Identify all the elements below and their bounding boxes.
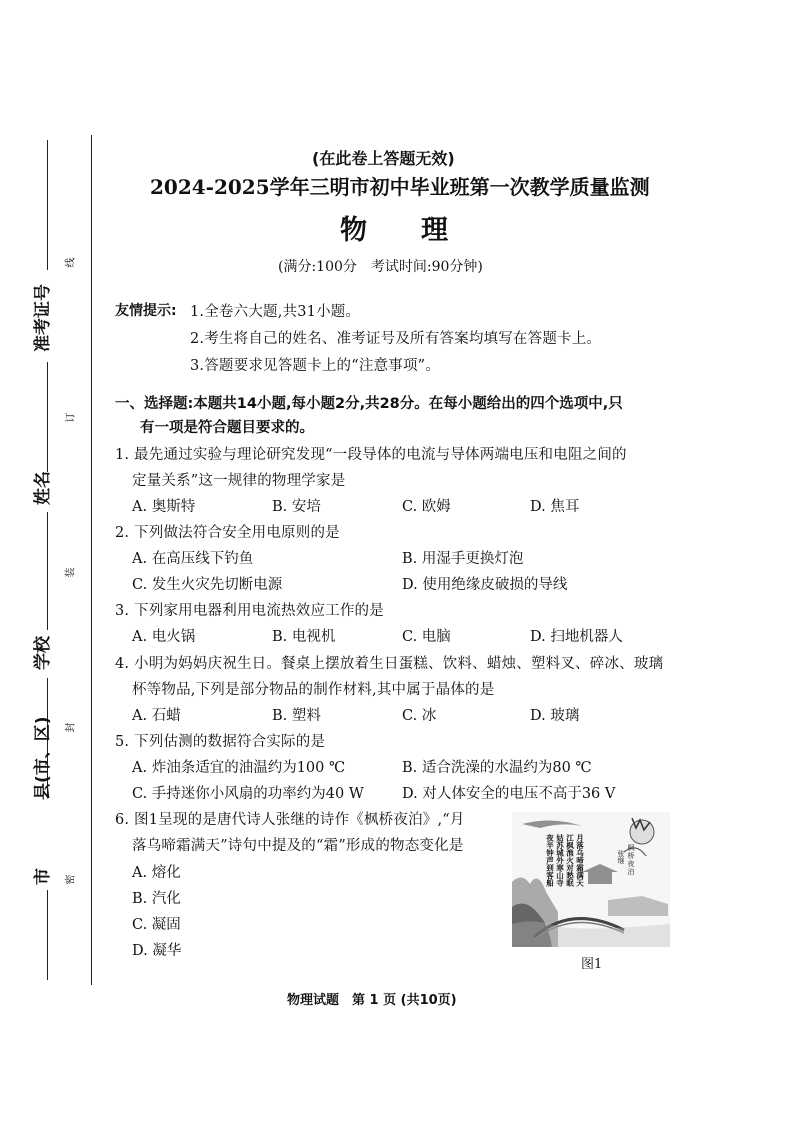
question-5-stem: 5. 下列估测的数据符合实际的是 (115, 734, 326, 750)
school-blank[interactable] (47, 512, 48, 630)
seal-char-mount: 装 (65, 567, 77, 578)
tip-item: 3.答题要求见答题卡上的“注意事项”。 (190, 358, 440, 374)
q6-option-c: C. 凝固 (132, 917, 181, 933)
admission-number-label: 准考证号 (33, 284, 53, 352)
seal-char-secret: 密 (65, 874, 77, 885)
painting-author: 张继 (617, 850, 625, 864)
exam-title: 2024-2025学年三明市初中毕业班第一次教学质量监测 (150, 175, 650, 199)
question-3-stem: 3. 下列家用电器利用电流热效应工作的是 (115, 603, 384, 619)
q5-option-d: D. 对人体安全的电压不高于36 V (402, 786, 616, 802)
q3-option-c: C. 电脑 (402, 629, 451, 645)
seal-char-seal: 封 (65, 722, 77, 733)
tips-label: 友情提示: (115, 303, 177, 319)
q5-option-a: A. 炸油条适宜的油温约为100 ℃ (132, 760, 346, 776)
binding-line (91, 135, 92, 985)
section-heading-cont: 有一项是符合题目要求的。 (140, 420, 314, 436)
tip-item: 1.全卷六大题,共31小题。 (190, 304, 361, 320)
admission-number-blank[interactable] (47, 140, 48, 270)
painting-title: 枫桥夜泊 (627, 844, 635, 876)
poem-column: 姑苏城外寒山寺 (555, 834, 565, 887)
q3-option-a: A. 电火锅 (132, 629, 196, 645)
tip-item: 2.考生将自己的姓名、准考证号及所有答案均填写在答题卡上。 (190, 331, 602, 347)
name-label: 姓名 (33, 471, 53, 505)
q1-option-c: C. 欧姆 (402, 499, 451, 515)
page-footer: 物理试题 第 1 页 (共10页) (287, 993, 457, 1008)
subject-title: 物 理 (340, 215, 448, 246)
county-label: 县(市、区) (33, 716, 53, 800)
q6-option-a: A. 熔化 (132, 865, 181, 881)
q1-option-d: D. 焦耳 (530, 499, 580, 515)
school-label: 学校 (33, 636, 53, 670)
q2-option-a: A. 在高压线下钓鱼 (132, 551, 254, 567)
q3-option-b: B. 电视机 (272, 629, 336, 645)
q4-option-b: B. 塑料 (272, 708, 321, 724)
section-heading: 一、选择题:本题共14小题,每小题2分,共28分。在每小题给出的四个选项中,只 (115, 396, 623, 412)
city-blank[interactable] (47, 890, 48, 980)
seal-char-bind: 订 (65, 412, 77, 423)
figure-1-caption: 图1 (581, 957, 603, 972)
q6-option-d: D. 凝华 (132, 943, 182, 959)
question-2-stem: 2. 下列做法符合安全用电原则的是 (115, 525, 340, 541)
q5-option-c: C. 手持迷你小风扇的功率约为40 W (132, 786, 364, 802)
q4-option-d: D. 玻璃 (530, 708, 580, 724)
question-1-stem-cont: 定量关系”这一规律的物理学家是 (132, 473, 346, 489)
seal-char-line: 线 (65, 257, 77, 268)
q5-option-b: B. 适合洗澡的水温约为80 ℃ (402, 760, 592, 776)
exam-meta: (满分:100分 考试时间:90分钟) (278, 259, 483, 275)
invalid-notice: (在此卷上答题无效) (312, 149, 455, 168)
poem-column: 江枫渔火对愁眠 (565, 834, 575, 887)
question-6-stem-cont: 落乌啼霜满天”诗句中提及的“霜”形成的物态变化是 (132, 838, 464, 854)
q1-option-a: A. 奥斯特 (132, 499, 196, 515)
q3-option-d: D. 扫地机器人 (530, 629, 623, 645)
name-blank[interactable] (47, 362, 48, 472)
question-4-stem: 4. 小明为妈妈庆祝生日。餐桌上摆放着生日蛋糕、饮料、蜡烛、塑料叉、碎冰、玻璃 (115, 656, 664, 672)
q2-option-c: C. 发生火灾先切断电源 (132, 577, 283, 593)
figure-1-painting (512, 812, 670, 947)
q4-option-a: A. 石蜡 (132, 708, 181, 724)
poem-column: 夜半钟声到客船 (545, 834, 555, 887)
city-label: 市 (33, 868, 53, 885)
question-1-stem: 1. 最先通过实验与理论研究发现“一段导体的电流与导体两端电压和电阻之间的 (115, 447, 627, 463)
ink-landscape-illustration (512, 812, 670, 947)
q6-option-b: B. 汽化 (132, 891, 181, 907)
question-4-stem-cont: 杯等物品,下列是部分物品的制作材料,其中属于晶体的是 (132, 682, 495, 698)
q1-option-b: B. 安培 (272, 499, 321, 515)
q2-option-b: B. 用湿手更换灯泡 (402, 551, 524, 567)
q4-option-c: C. 冰 (402, 708, 437, 724)
question-6-stem: 6. 图1呈现的是唐代诗人张继的诗作《枫桥夜泊》,“月 (115, 812, 465, 828)
poem-column: 月落乌啼霜满天 (575, 834, 585, 887)
q2-option-d: D. 使用绝缘皮破损的导线 (402, 577, 568, 593)
